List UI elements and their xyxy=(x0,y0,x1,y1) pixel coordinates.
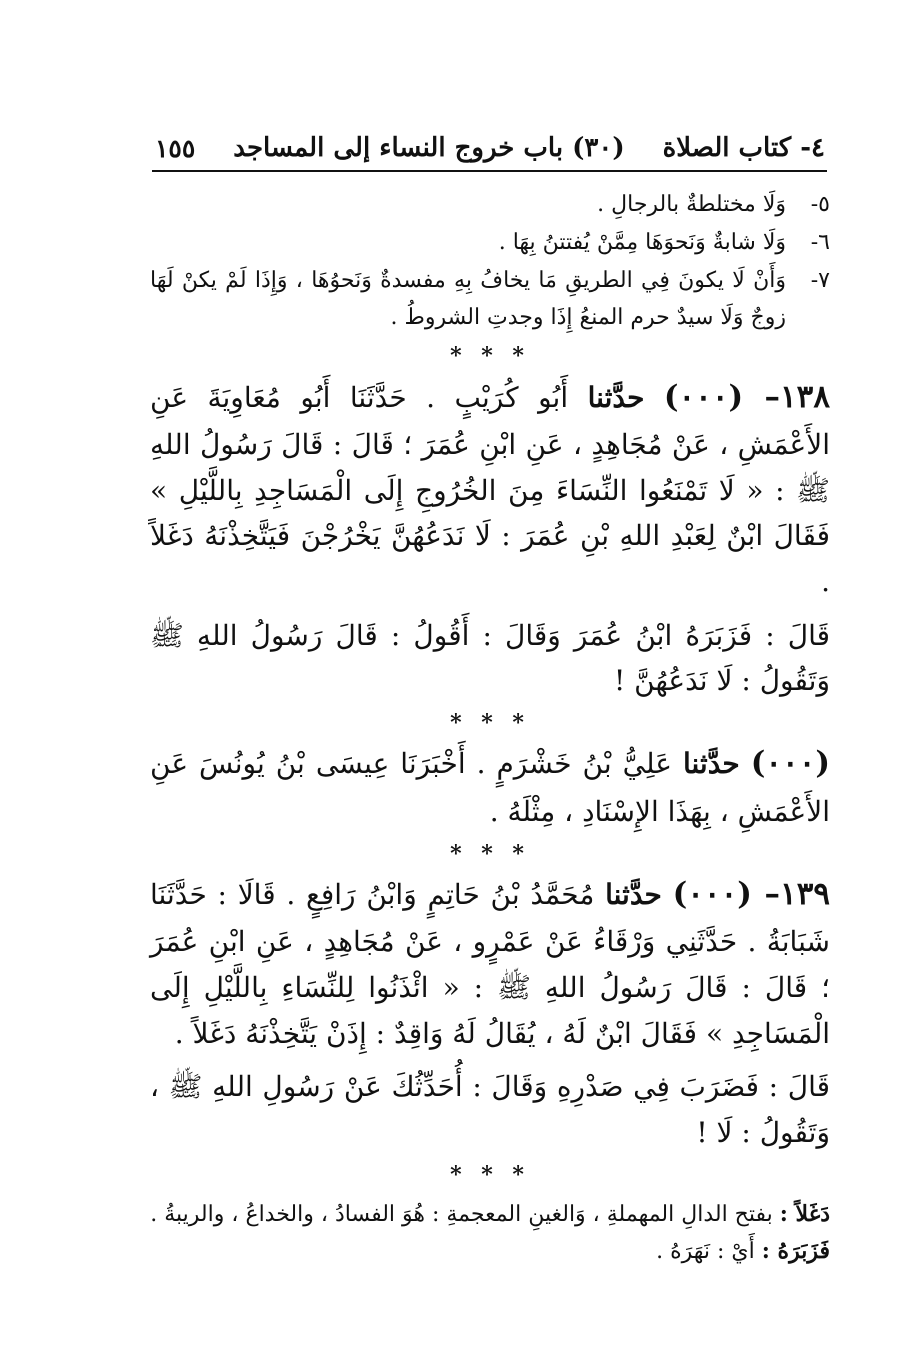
conditions-list xyxy=(150,186,830,337)
hadith-text: عَلِيُّ بْنُ خَشْرَمٍ . أَخْبَرَنَا عِيسَى بْنُ يُونُسَ عَنِ الأَعْمَشِ ، بِهَذَا الإِسْنَادِ ، مِثْلَهُ . xyxy=(150,747,830,828)
glossary-definition: أَيْ : نَهَرَهُ . xyxy=(656,1239,755,1265)
glossary-definition: بفتح الدالِ المهملةِ ، وَالغينِ المعجمةِ : هُوَ الفسادُ ، والخداعُ ، والريبةُ . xyxy=(150,1201,773,1227)
hadith-lead: حدَّثنا xyxy=(587,380,645,414)
glossary-notes xyxy=(150,1196,830,1271)
hadith-lead: حدَّثنا xyxy=(605,877,662,911)
hadith-138 xyxy=(150,372,830,605)
hadith-lead: حدَّثنا xyxy=(682,747,740,781)
hadith-139 xyxy=(150,869,830,1056)
condition-item xyxy=(150,186,830,224)
condition-number: ٥- xyxy=(810,192,830,217)
condition-item xyxy=(150,224,830,262)
condition-item xyxy=(150,262,830,338)
hadith-text: أَبُو كُرَيْبٍ . حَدَّثَنَا أَبُو مُعَاوِيَةَ عَنِ الأَعْمَشِ ، عَنْ مُجَاهِدٍ ، عَنِ ابْنِ عُمَرَ ؛ قَالَ : قَالَ رَسُولُ اللهِ ﷺ : « لَا تَمْنَعُوا النِّسَاءَ مِنَ الخُرُوجِ إِلَى الْمَسَاجِدِ بِاللَّيْلِ » فَقَالَ ابْنٌ لِعَبْدِ اللهِ بْنِ عُمَرَ : لَا نَدَعُهُنَّ يَخْرُجْنَ فَيَتَّخِذْنَهُ دَغَلاً . xyxy=(150,380,830,599)
section-title: (٣٠) باب خروج النساء إلى المساجد xyxy=(233,133,625,163)
hadith-text: مُحَمَّدُ بْنُ حَاتِمٍ وَابْنُ رَافِعٍ . قَالَا : حَدَّثَنَا شَبَابَةُ . حَدَّثَنِي وَرْقَاءُ عَنْ عَمْرٍو ، عَنْ مُجَاهِدٍ ، عَنِ ابْنِ عُمَرَ ؛ قَالَ : قَالَ رَسُولُ اللهِ ﷺ : « ائْذَنُوا لِلنِّسَاءِ بِاللَّيْلِ إِلَى الْمَسَاجِدِ » فَقَالَ ابْنٌ لَهُ ، يُقَالُ لَهُ وَاقِدٌ : إِذَنْ يَتَّخِذْنَهُ دَغَلاً . xyxy=(150,877,830,1050)
condition-number: ٦- xyxy=(810,229,830,255)
condition-text: وَأَنْ لَا يكونَ فِي الطريقِ مَا يخافُ بِهِ مفسدةٌ وَنَحوُهَا ، وَإِذَا لَمْ يكنْ لَهَا زوجٌ وَلَا سيدٌ حرم المنعُ إِذَا وجدتِ الشروطُ . xyxy=(150,267,786,331)
hadith-number: (٠٠٠) xyxy=(750,745,831,782)
glossary-term: فَزَبَرَهُ : xyxy=(761,1238,830,1265)
running-header xyxy=(155,128,825,168)
condition-text: وَلَا شابةٌ وَنَحوَهَا مِمَّنْ يُفتتنُ بِهَا . xyxy=(498,229,786,255)
hadith-number: ١٣٨– (٠٠٠) xyxy=(663,378,830,415)
header-rule xyxy=(152,170,827,172)
hadith-number: ١٣٩– (٠٠٠) xyxy=(672,875,830,912)
hadith-139-followup: قَالَ : فَضَرَبَ فِي صَدْرِهِ وَقَالَ : أُحَدِّثُكَ عَنْ رَسُولِ اللهِ ﷺ ، وَتَقُولُ : لَا ! xyxy=(150,1070,830,1149)
condition-number: ٧- xyxy=(810,267,830,293)
section-separator: * * * xyxy=(450,343,530,370)
page-body xyxy=(150,186,830,1271)
section-separator: * * * xyxy=(450,840,530,867)
glossary-term: دَغَلاً : xyxy=(779,1200,830,1227)
hadith-parallel-chain xyxy=(150,738,830,834)
hadith-138-followup: قَالَ : فَزَبَرَهُ ابْنُ عُمَرَ وَقَالَ : أَقُولُ : قَالَ رَسُولُ اللهِ ﷺ وَتَقُولُ : لَا نَدَعُهُنَّ ! xyxy=(150,618,830,698)
section-separator: * * * xyxy=(450,1161,530,1188)
section-separator: * * * xyxy=(450,709,530,736)
glossary-entry xyxy=(150,1196,830,1233)
glossary-entry xyxy=(150,1233,830,1270)
condition-text: وَلَا مختلطةٌ بالرجالِ . xyxy=(597,192,786,217)
chapter-title: ٤- كتاب الصلاة xyxy=(662,133,825,163)
page-number: ١٥٥ xyxy=(155,133,196,163)
